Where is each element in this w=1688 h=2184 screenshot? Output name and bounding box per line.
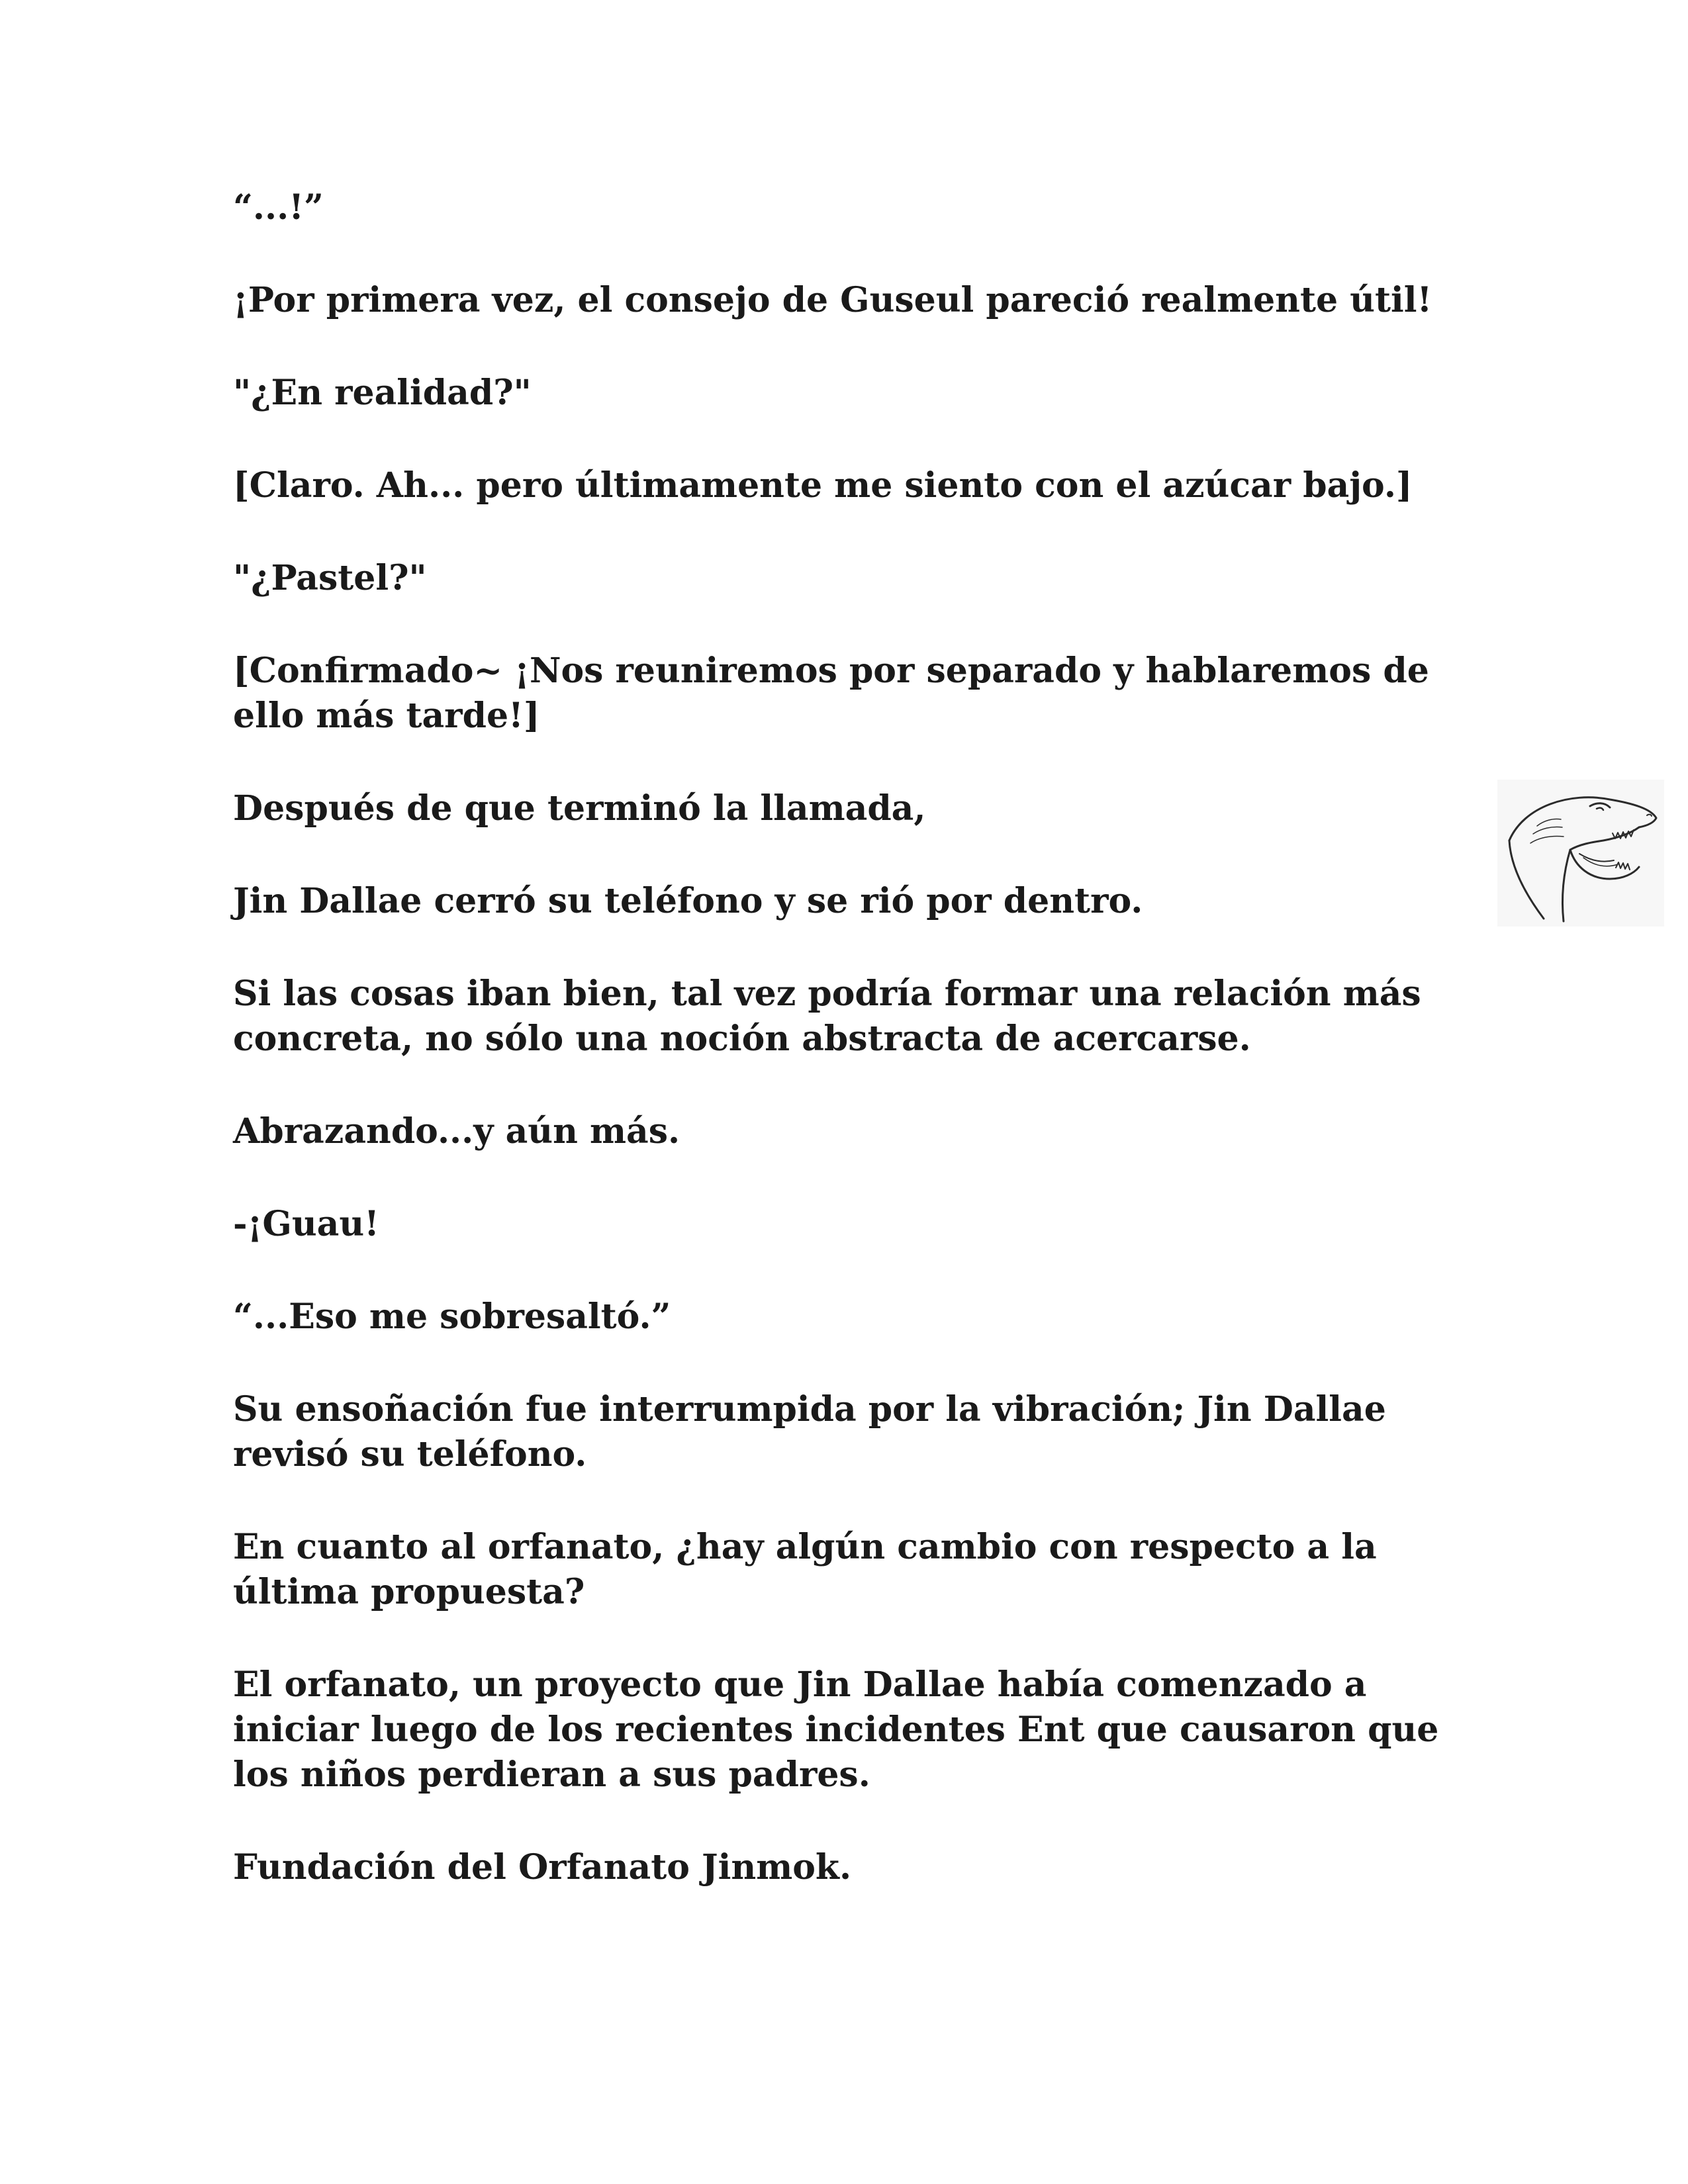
paragraph: “...Eso me sobresaltó.” xyxy=(233,1297,671,1337)
paragraph: Jin Dallae cerró su teléfono y se rió por dentro. xyxy=(233,881,1143,921)
paragraph: ¡Por primera vez, el consejo de Guseul pareció realmente útil! xyxy=(233,280,1432,320)
paragraph: "¿En realidad?" xyxy=(233,373,532,413)
dinosaur-head-sketch-icon xyxy=(1497,780,1664,927)
paragraph: Abrazando...y aún más. xyxy=(233,1111,680,1152)
paragraph: [Confirmado~ ¡Nos reuniremos por separado y hablaremos de ello más tarde!] xyxy=(233,651,1429,736)
paragraph: "¿Pastel?" xyxy=(233,558,427,598)
paragraph: -¡Guau! xyxy=(233,1204,379,1244)
paragraph: El orfanato, un proyecto que Jin Dallae había comenzado a iniciar luego de los recientes incidentes Ent que causaron que los niños perdieran a sus padres. xyxy=(233,1664,1439,1795)
paragraph: Después de que terminó la llamada, xyxy=(233,788,926,829)
paragraph: Si las cosas iban bien, tal vez podría formar una relación más concreta, no sólo una noción abstracta de acercarse. xyxy=(233,974,1421,1059)
paragraph: “...!” xyxy=(233,187,324,228)
paragraph: Su ensoñación fue interrumpida por la vibración; Jin Dallae revisó su teléfono. xyxy=(233,1389,1386,1475)
paragraph: Fundación del Orfanato Jinmok. xyxy=(233,1847,852,1888)
document-body xyxy=(233,185,1477,1938)
paragraph: En cuanto al orfanato, ¿hay algún cambio con respecto a la última propuesta? xyxy=(233,1527,1377,1612)
paragraph: [Claro. Ah... pero últimamente me siento con el azúcar bajo.] xyxy=(233,465,1413,506)
